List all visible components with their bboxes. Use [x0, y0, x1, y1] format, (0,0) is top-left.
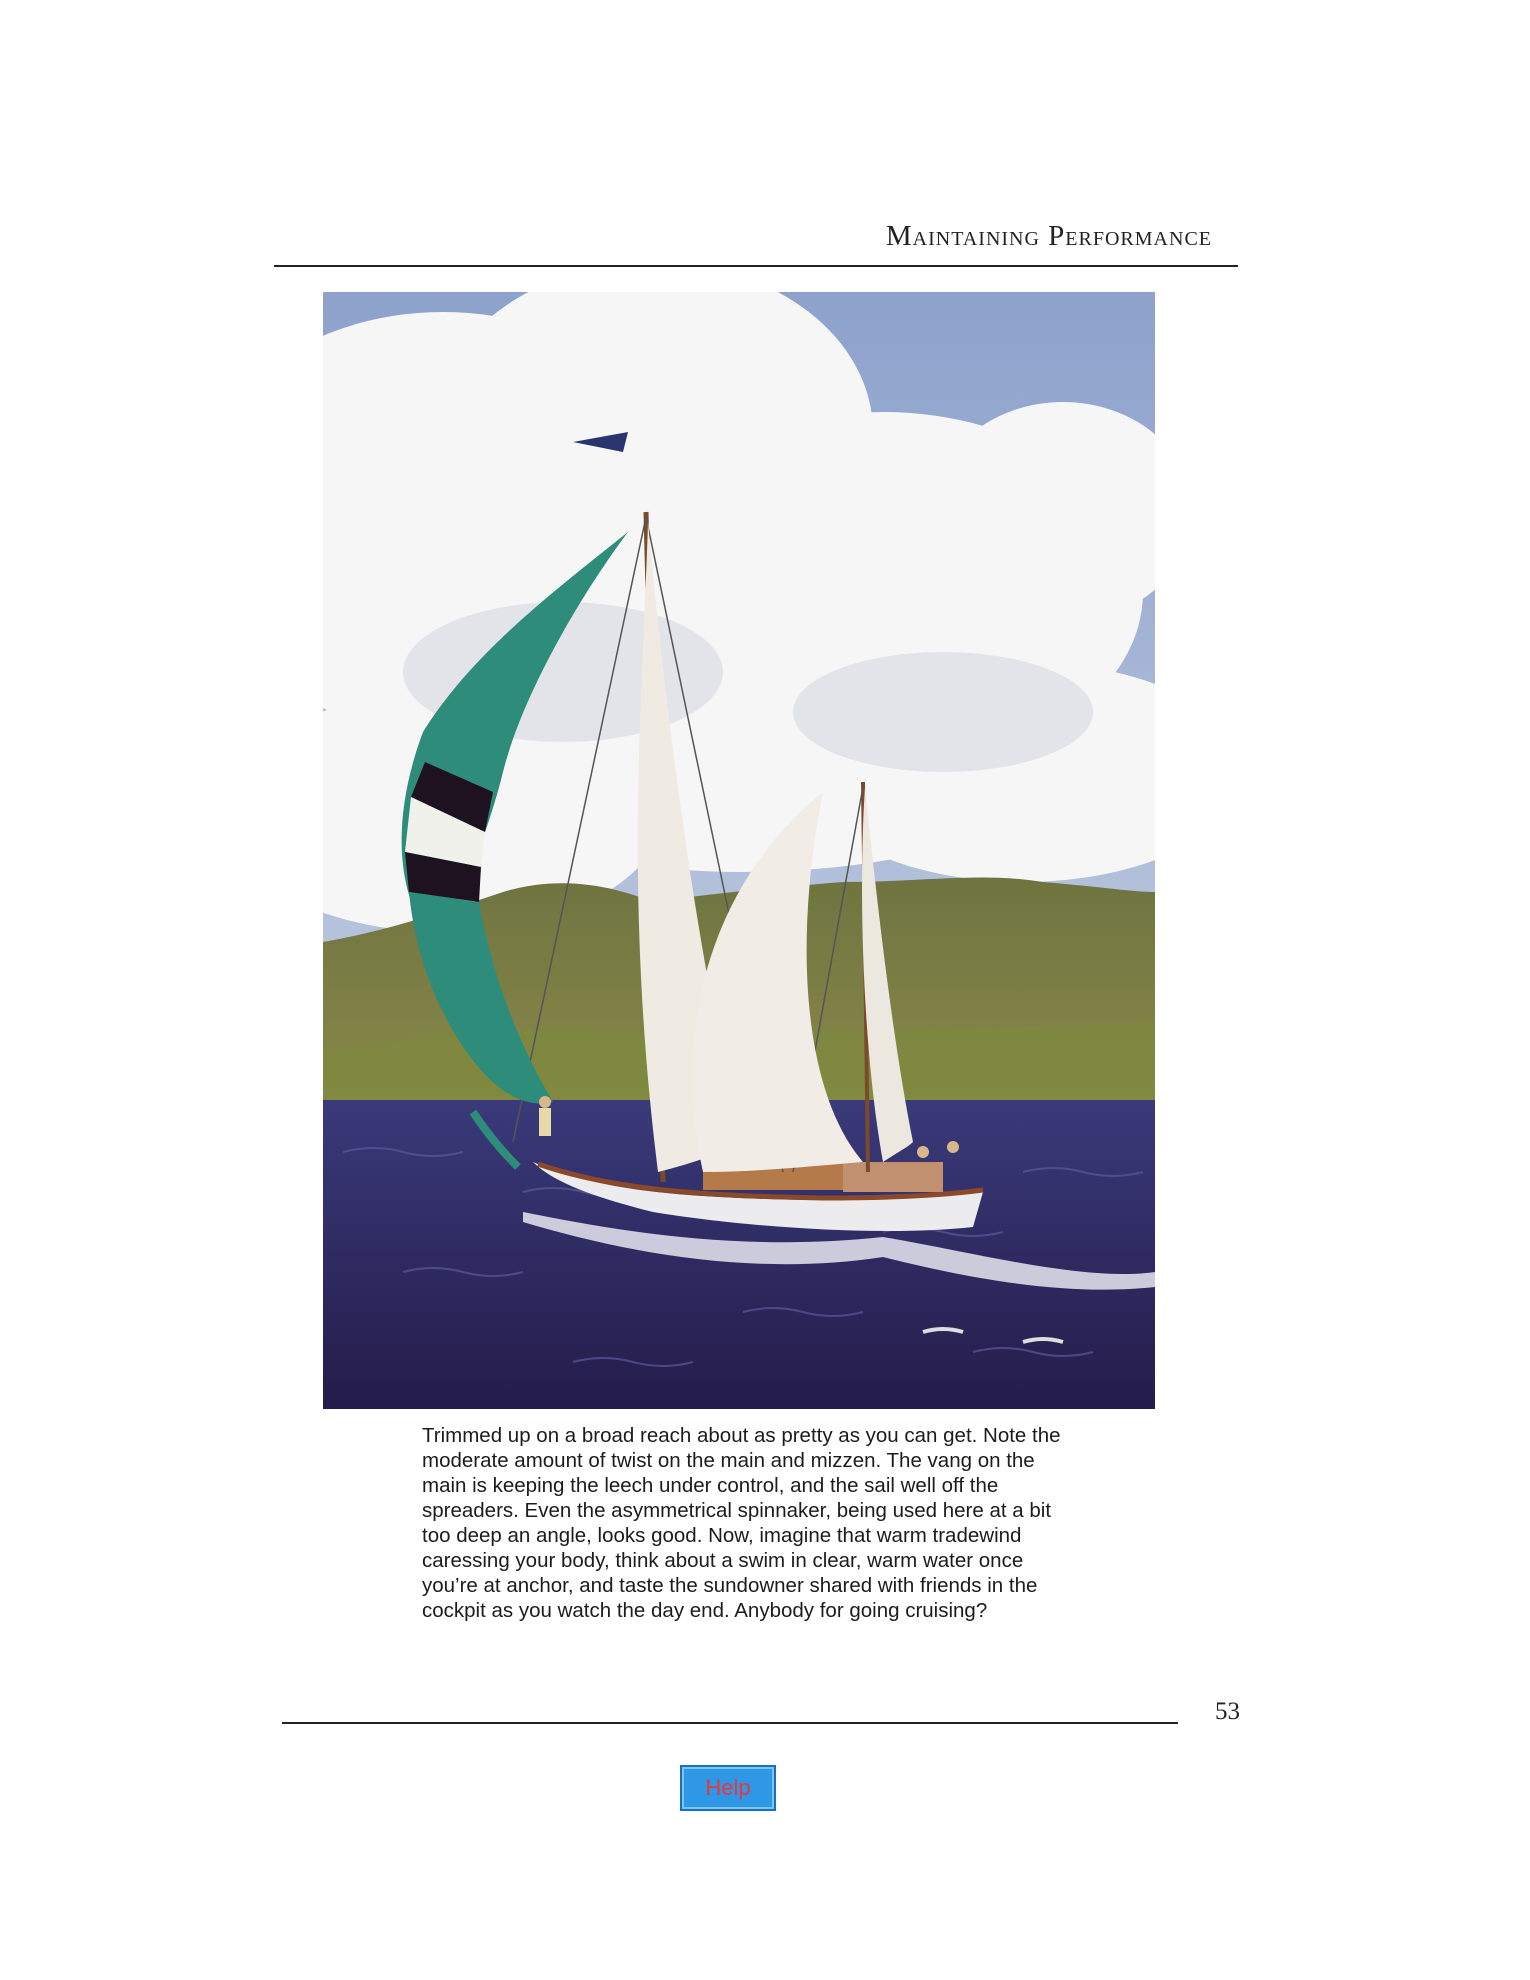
running-head: Maintaining Performance: [885, 220, 1212, 252]
header-rule: [274, 265, 1238, 267]
page-number: 53: [1215, 1698, 1240, 1725]
help-button[interactable]: Help: [680, 1765, 776, 1811]
sailboat-photo: [323, 292, 1155, 1409]
photo-caption: Trimmed up on a broad reach about as pretty as you can get. Note the moderate amount of twist on the main and mizzen. The vang on the main is keeping the leech under control, and the sail well off the spreaders. Even the asymmetrical spinnaker, being used here at a bit too deep an angle, looks good. Now, imagine that warm tradewind caressing your body, think about a swim in clear, warm water once you’re at anchor, and taste the sundowner shared with friends in the cockpit as you watch the day end. Anybody for going cruising?: [422, 1424, 1061, 1622]
footer-rule: [282, 1722, 1178, 1724]
